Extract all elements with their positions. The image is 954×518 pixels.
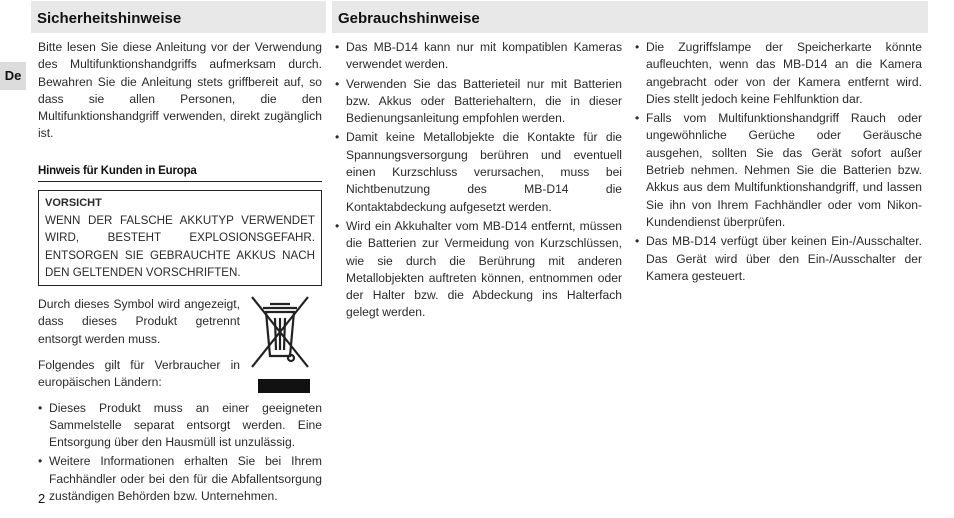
list-item: • Wird ein Akkuhalter vom MB-D14 entfernt, müssen die Batterien zur Vermeidung von Kurzschlüssen, wie sie durch die Berührung mit anderen Metallobjekten auftreten können, entnommen oder der Halter bzw. die Abdeckung ins Halterfach gelegt werden. xyxy=(335,218,622,322)
caution-title: VORSICHT xyxy=(45,197,102,210)
usage-column-1 xyxy=(335,39,622,324)
weee-crossed-bin-icon xyxy=(250,292,310,394)
consumers-paragraph: Folgendes gilt für Verbraucher in europäischen Ländern: xyxy=(38,357,240,390)
section-title-usage: Gebrauchshinweise xyxy=(332,1,928,33)
language-tab: De xyxy=(0,62,26,90)
list-item: • Verwenden Sie das Batterieteil nur mit Batterien bzw. Akkus oder Batteriehaltern, die in dieser Bedienungsanleitung empfohlen werden. xyxy=(335,76,622,128)
list-item: • Dieses Produkt muss an einer geeigneten Sammelstelle separat entsorgt werden. Eine Entsorgung über den Hausmüll ist unzulässig. xyxy=(38,400,322,452)
symbol-paragraph: Durch dieses Symbol wird angezeigt, dass dieses Produkt getrennt entsorgt werden muss. xyxy=(38,297,240,346)
usage-bullet-list-1 xyxy=(335,39,622,322)
section-title-safety: Sicherheitshinweise xyxy=(31,1,326,33)
safety-column xyxy=(38,39,322,507)
disposal-block xyxy=(38,296,322,391)
page-number: 2 xyxy=(38,491,46,506)
list-item: • Die Zugriffslampe der Speicherkarte könnte aufleuchten, wenn das MB-D14 an die Kamera angebracht oder von der Kamera entfernt wird. Dies stellt jedoch keine Fehlfunktion dar. xyxy=(635,39,922,108)
intro-paragraph: Bitte lesen Sie diese Anleitung vor der Verwendung des Multifunktionshandgriffs aufmerksam durch. Bewahren Sie die Anleitung stets griffbereit auf, so dass sie allen Personen, die den Multifunktionshandgriff verwenden, direkt zugänglich ist. xyxy=(38,40,322,141)
usage-bullet-list-2 xyxy=(635,39,922,285)
list-item: • Falls vom Multifunktionshandgriff Rauch oder ungewöhnliche Gerüche oder Geräusche ausgehen, sollten Sie das Gerät sofort außer Betrieb nehmen. Nehmen Sie die Batterien bzw. Akkus aus dem Multifunktionshandgriff, und lassen Sie ihn von Ihrem Fachhändler oder vom Nikon-Kundendienst überprüfen. xyxy=(635,110,922,231)
list-item: • Weitere Informationen erhalten Sie bei Ihrem Fachhändler oder bei den für die Abfallentsorgung zuständigen Behörden bzw. Unternehmen. xyxy=(38,453,322,505)
caution-box xyxy=(38,190,322,286)
list-item: • Damit keine Metallobjekte die Kontakte für die Spannungsversorgung berühren und eventuell einen Kurzschluss verursachen, muss bei Nichtbenutzung des MB-D14 die Kontaktabdeckung aufgesetzt werden. xyxy=(335,129,622,215)
usage-column-2 xyxy=(635,39,922,287)
list-item: • Das MB-D14 verfügt über keinen Ein-/Ausschalter. Das Gerät wird über den Ein-/Ausschalter der Kamera gesteuert. xyxy=(635,233,922,285)
europe-subheading: Hinweis für Kunden in Europa xyxy=(38,163,322,182)
disposal-bullet-list xyxy=(38,400,322,506)
caution-text: WENN DER FALSCHE AKKUTYP VERWENDET WIRD, BESTEHT EXPLOSIONSGEFAHR. ENTSORGEN SIE GEBRAUCHTE AKKUS NACH DEN GELTENDEN VORSCHRIFTEN. xyxy=(45,214,315,279)
list-item: • Das MB-D14 kann nur mit kompatiblen Kameras verwendet werden. xyxy=(335,39,622,74)
